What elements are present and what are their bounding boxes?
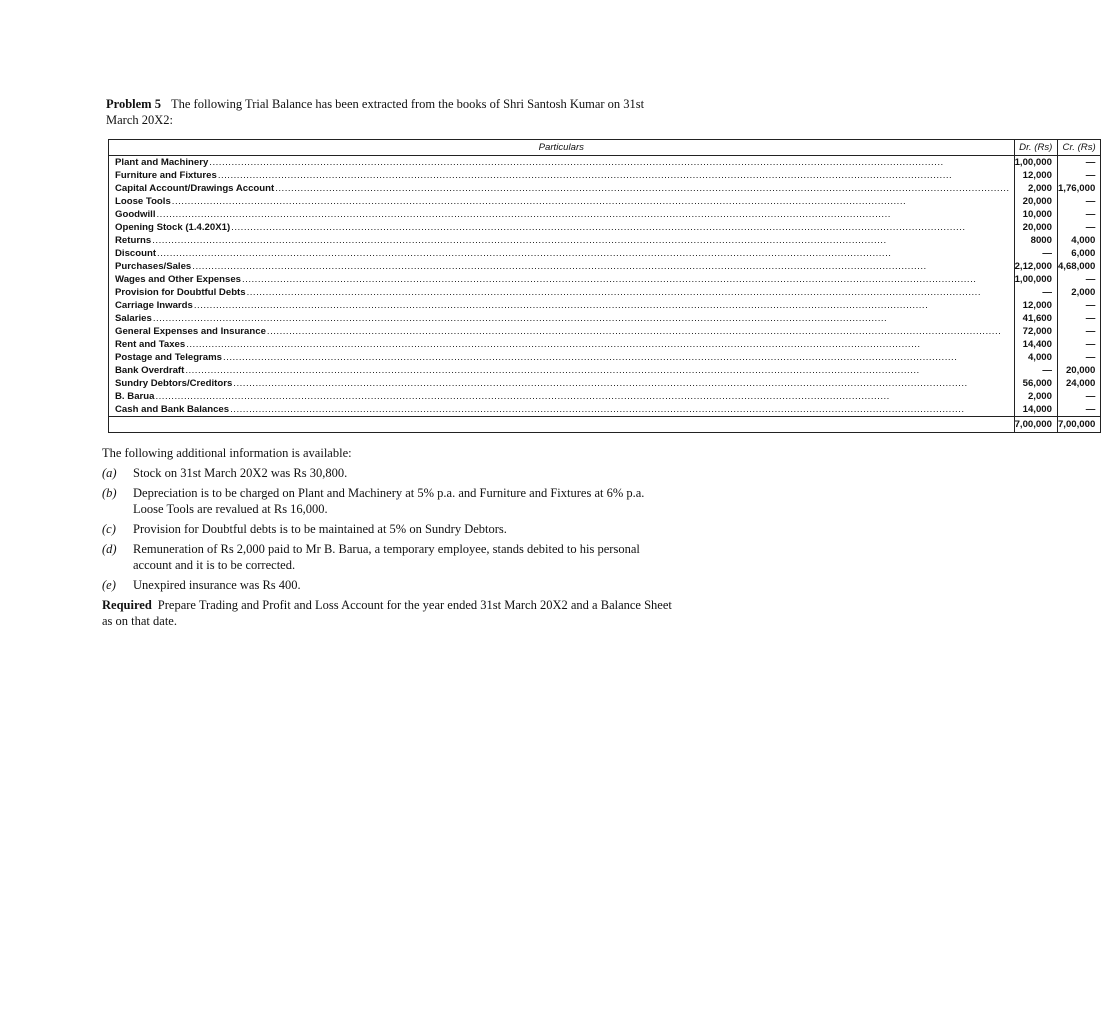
leader-dots — [275, 183, 1009, 194]
particular-cell — [109, 247, 1015, 260]
particular-name: Goodwill — [115, 209, 156, 220]
particular-name: Furniture and Fixtures — [115, 170, 217, 181]
item-label: (c) — [102, 522, 116, 536]
leader-dots — [231, 222, 1009, 233]
dr-cell: 4,000 — [1014, 351, 1057, 364]
cr-cell: — — [1057, 195, 1100, 208]
leader-dots — [209, 157, 1009, 168]
dr-cell: 20,000 — [1014, 195, 1057, 208]
cr-cell: — — [1057, 208, 1100, 221]
particular-cell — [109, 338, 1015, 351]
list-item — [102, 485, 672, 517]
particular-name: General Expenses and Insurance — [115, 326, 266, 337]
table-row — [109, 325, 1101, 338]
particular-name: Loose Tools — [115, 196, 171, 207]
table-row — [109, 182, 1101, 195]
table-row — [109, 195, 1101, 208]
leader-dots — [192, 261, 1009, 272]
cr-cell: — — [1057, 221, 1100, 234]
particular-name: Bank Overdraft — [115, 365, 185, 376]
problem-intro — [106, 96, 672, 128]
dr-cell: — — [1014, 364, 1057, 377]
cr-cell: — — [1057, 325, 1100, 338]
total-label-cell — [109, 417, 1015, 433]
leader-dots — [157, 248, 1010, 259]
particular-cell — [109, 182, 1015, 195]
table-row — [109, 377, 1101, 390]
dr-cell: 2,12,000 — [1014, 260, 1057, 273]
particular-name: Cash and Bank Balances — [115, 404, 230, 415]
particular-cell — [109, 234, 1015, 247]
dr-cell: 12,000 — [1014, 169, 1057, 182]
dr-cell: 56,000 — [1014, 377, 1057, 390]
table-header-row — [109, 140, 1101, 156]
leader-dots — [153, 313, 1010, 324]
cr-cell: 1,76,000 — [1057, 182, 1100, 195]
total-row — [109, 417, 1101, 433]
item-text: Depreciation is to be charged on Plant and Machinery at 5% p.a. and Furniture and Fixtures at 6% p.a. Loose Tools are revalued at Rs 16,000. — [133, 486, 645, 516]
table-row — [109, 156, 1101, 170]
dr-cell: — — [1014, 247, 1057, 260]
leader-dots — [172, 196, 1010, 207]
dr-cell: 2,000 — [1014, 390, 1057, 403]
leader-dots — [267, 326, 1010, 337]
table-row — [109, 286, 1101, 299]
table-row — [109, 390, 1101, 403]
dr-cell: 2,000 — [1014, 182, 1057, 195]
cr-cell: 4,000 — [1057, 234, 1100, 247]
header-cr: Cr. (Rs) — [1057, 140, 1100, 156]
cr-cell: — — [1057, 156, 1100, 170]
table-row — [109, 299, 1101, 312]
particular-name: Returns — [115, 235, 152, 246]
header-particulars: Particulars — [109, 140, 1015, 156]
table-row — [109, 221, 1101, 234]
cr-cell: 2,000 — [1057, 286, 1100, 299]
table-row — [109, 364, 1101, 377]
leader-dots — [185, 365, 1009, 376]
additional-heading: The following additional information is available: — [102, 446, 352, 460]
leader-dots — [152, 235, 1009, 246]
cr-cell: 6,000 — [1057, 247, 1100, 260]
cr-cell: — — [1057, 351, 1100, 364]
trial-balance-table — [108, 139, 1101, 433]
particular-cell — [109, 403, 1015, 417]
dr-cell: 10,000 — [1014, 208, 1057, 221]
list-item — [102, 521, 672, 537]
item-text: Remuneration of Rs 2,000 paid to Mr B. Barua, a temporary employee, stands debited to his personal account and it is to be corrected. — [133, 542, 640, 572]
leader-dots — [155, 391, 1009, 402]
particular-name: Wages and Other Expenses — [115, 274, 242, 285]
leader-dots — [247, 287, 1010, 298]
particular-cell — [109, 312, 1015, 325]
particular-cell — [109, 299, 1015, 312]
cr-cell: — — [1057, 169, 1100, 182]
dr-cell: 41,600 — [1014, 312, 1057, 325]
required-paragraph — [102, 597, 672, 629]
particular-cell — [109, 195, 1015, 208]
cr-cell: — — [1057, 403, 1100, 417]
header-dr: Dr. (Rs) — [1014, 140, 1057, 156]
particular-cell — [109, 169, 1015, 182]
particular-cell — [109, 390, 1015, 403]
cr-cell: — — [1057, 390, 1100, 403]
particular-name: Provision for Doubtful Debts — [115, 287, 246, 298]
table-row — [109, 351, 1101, 364]
leader-dots — [157, 209, 1010, 220]
cr-cell: 20,000 — [1057, 364, 1100, 377]
additional-items-list — [102, 465, 672, 593]
dr-cell: 8000 — [1014, 234, 1057, 247]
total-dr: 7,00,000 — [1014, 417, 1057, 433]
table-row — [109, 234, 1101, 247]
particular-cell — [109, 377, 1015, 390]
particular-cell — [109, 156, 1015, 170]
particular-cell — [109, 364, 1015, 377]
table-row — [109, 169, 1101, 182]
leader-dots — [223, 352, 1010, 363]
cr-cell: — — [1057, 338, 1100, 351]
cr-cell: — — [1057, 273, 1100, 286]
particular-name: Postage and Telegrams — [115, 352, 222, 363]
particular-cell — [109, 221, 1015, 234]
cr-cell: — — [1057, 312, 1100, 325]
total-cr: 7,00,000 — [1057, 417, 1100, 433]
table-row — [109, 312, 1101, 325]
item-label: (e) — [102, 578, 116, 592]
dr-cell: — — [1014, 286, 1057, 299]
particular-cell — [109, 260, 1015, 273]
list-item — [102, 465, 672, 481]
particular-name: Carriage Inwards — [115, 300, 193, 311]
additional-info — [102, 445, 672, 629]
item-label: (d) — [102, 542, 117, 556]
item-label: (b) — [102, 486, 117, 500]
dr-cell: 12,000 — [1014, 299, 1057, 312]
particular-name: Discount — [115, 248, 157, 259]
cr-cell: 4,68,000 — [1057, 260, 1100, 273]
leader-dots — [230, 404, 1009, 415]
leader-dots — [233, 378, 1009, 389]
leader-dots — [194, 300, 1010, 311]
leader-dots — [242, 274, 1010, 285]
cr-cell: 24,000 — [1057, 377, 1100, 390]
particular-name: Purchases/Sales — [115, 261, 192, 272]
list-item — [102, 541, 672, 573]
table-row — [109, 273, 1101, 286]
particular-name: Salaries — [115, 313, 152, 324]
particular-cell — [109, 273, 1015, 286]
leader-dots — [218, 170, 1010, 181]
problem-intro-text: The following Trial Balance has been extracted from the books of Shri Santosh Kumar on 31st March 20X2: — [106, 97, 645, 127]
item-text: Stock on 31st March 20X2 was Rs 30,800. — [133, 466, 348, 480]
table-row — [109, 338, 1101, 351]
dr-cell: 1,00,000 — [1014, 156, 1057, 170]
dr-cell: 72,000 — [1014, 325, 1057, 338]
dr-cell: 20,000 — [1014, 221, 1057, 234]
problem-label: Problem 5 — [106, 97, 161, 111]
particular-name: Sundry Debtors/Creditors — [115, 378, 233, 389]
item-label: (a) — [102, 466, 117, 480]
table-row — [109, 260, 1101, 273]
particular-cell — [109, 208, 1015, 221]
cr-cell: — — [1057, 299, 1100, 312]
required-text: Prepare Trading and Profit and Loss Account for the year ended 31st March 20X2 and a Balance Sheet as on that date. — [102, 598, 672, 628]
particular-name: Rent and Taxes — [115, 339, 186, 350]
particular-cell — [109, 286, 1015, 299]
particular-name: Capital Account/Drawings Account — [115, 183, 275, 194]
list-item — [102, 577, 672, 593]
dr-cell: 14,000 — [1014, 403, 1057, 417]
item-text: Unexpired insurance was Rs 400. — [133, 578, 301, 592]
particular-name: Plant and Machinery — [115, 157, 209, 168]
dr-cell: 1,00,000 — [1014, 273, 1057, 286]
table-row — [109, 247, 1101, 260]
particular-name: B. Barua — [115, 391, 155, 402]
item-text: Provision for Doubtful debts is to be maintained at 5% on Sundry Debtors. — [133, 522, 507, 536]
particular-name: Opening Stock (1.4.20X1) — [115, 222, 231, 233]
trial-balance-body — [109, 156, 1101, 433]
particular-cell — [109, 351, 1015, 364]
dr-cell: 14,400 — [1014, 338, 1057, 351]
problem-page — [102, 96, 1096, 629]
particular-cell — [109, 325, 1015, 338]
table-row — [109, 403, 1101, 417]
leader-dots — [186, 339, 1009, 350]
required-label: Required — [102, 598, 152, 612]
table-row — [109, 208, 1101, 221]
